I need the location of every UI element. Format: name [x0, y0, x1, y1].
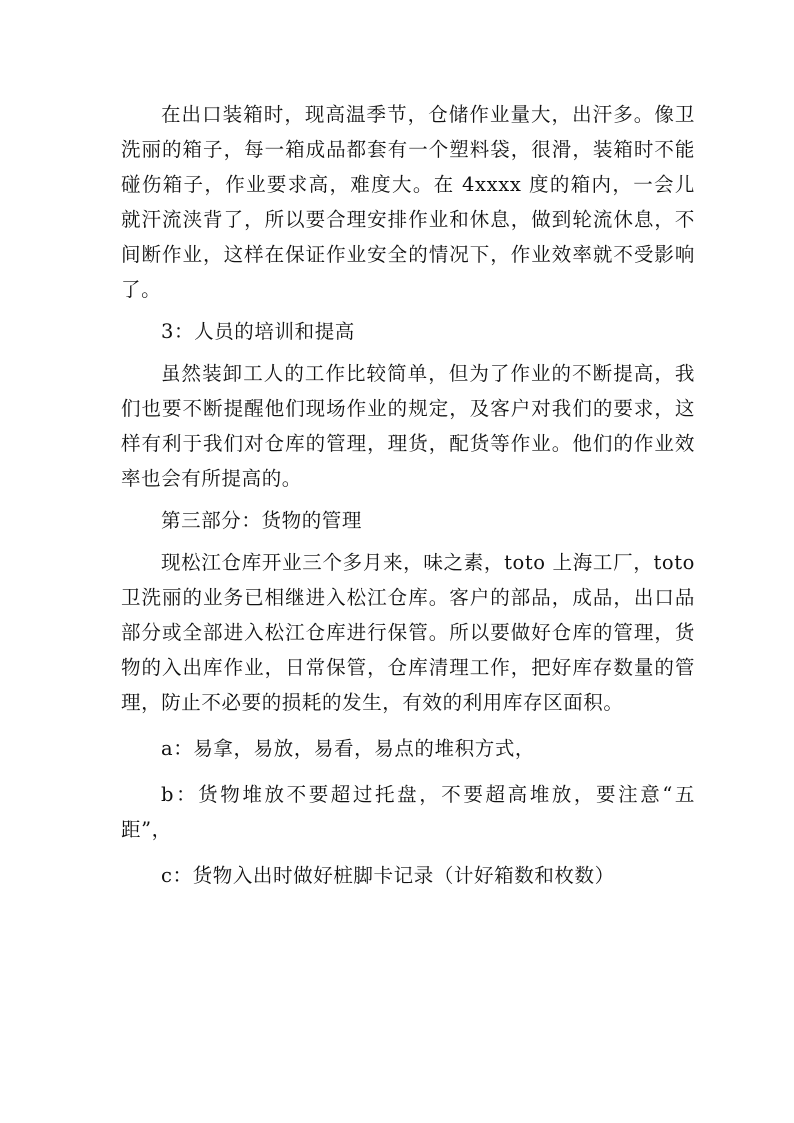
heading-staff-training: 3：人员的培训和提高	[161, 320, 355, 343]
list-item-b: b：货物堆放不要超过托盘，不要超高堆放，要注意“五距”，	[121, 783, 695, 841]
paragraph-staff-training: 虽然装卸工人的工作比较简单，但为了作业的不断提高，我们也要不断提醒他们现场作业的规定，及客户对我们的要求，这样有利于我们对仓库的管理，理货，配货等作业。他们的作业效率也会有所提高的。	[121, 362, 695, 490]
paragraph-packing-summer: 在出口装箱时，现高温季节，仓储作业量大，出汗多。像卫洗丽的箱子，每一箱成品都套有一个塑料袋，很滑，装箱时不能碰伤箱子，作业要求高，难度大。在 4xxxx 度的箱内，一会儿就汗流浃背了，所以要合理安排作业和休息，做到轮流休息，不间断作业，这样在保证作业安全的情况下，作业效率就不受影响了。	[121, 103, 695, 301]
document-body	[121, 97, 695, 893]
list-item-c: c：货物入出时做好桩脚卡记录（计好箱数和枚数）	[161, 864, 615, 887]
paragraph-songjiang-warehouse: 现松江仓库开业三个多月来，味之素，toto 上海工厂，toto 卫洗丽的业务已相继进入松江仓库。客户的部品，成品，出口品部分或全部进入松江仓库进行保管。所以要做好仓库的管理，货物的入出库作业，日常保管，仓库清理工作，把好库存数量的管理，防止不必要的损耗的发生，有效的利用库存区面积。	[121, 551, 695, 714]
list-item-a: a：易拿，易放，易看，易点的堆积方式，	[161, 737, 536, 760]
heading-part-three-goods-management: 第三部分：货物的管理	[161, 509, 363, 532]
